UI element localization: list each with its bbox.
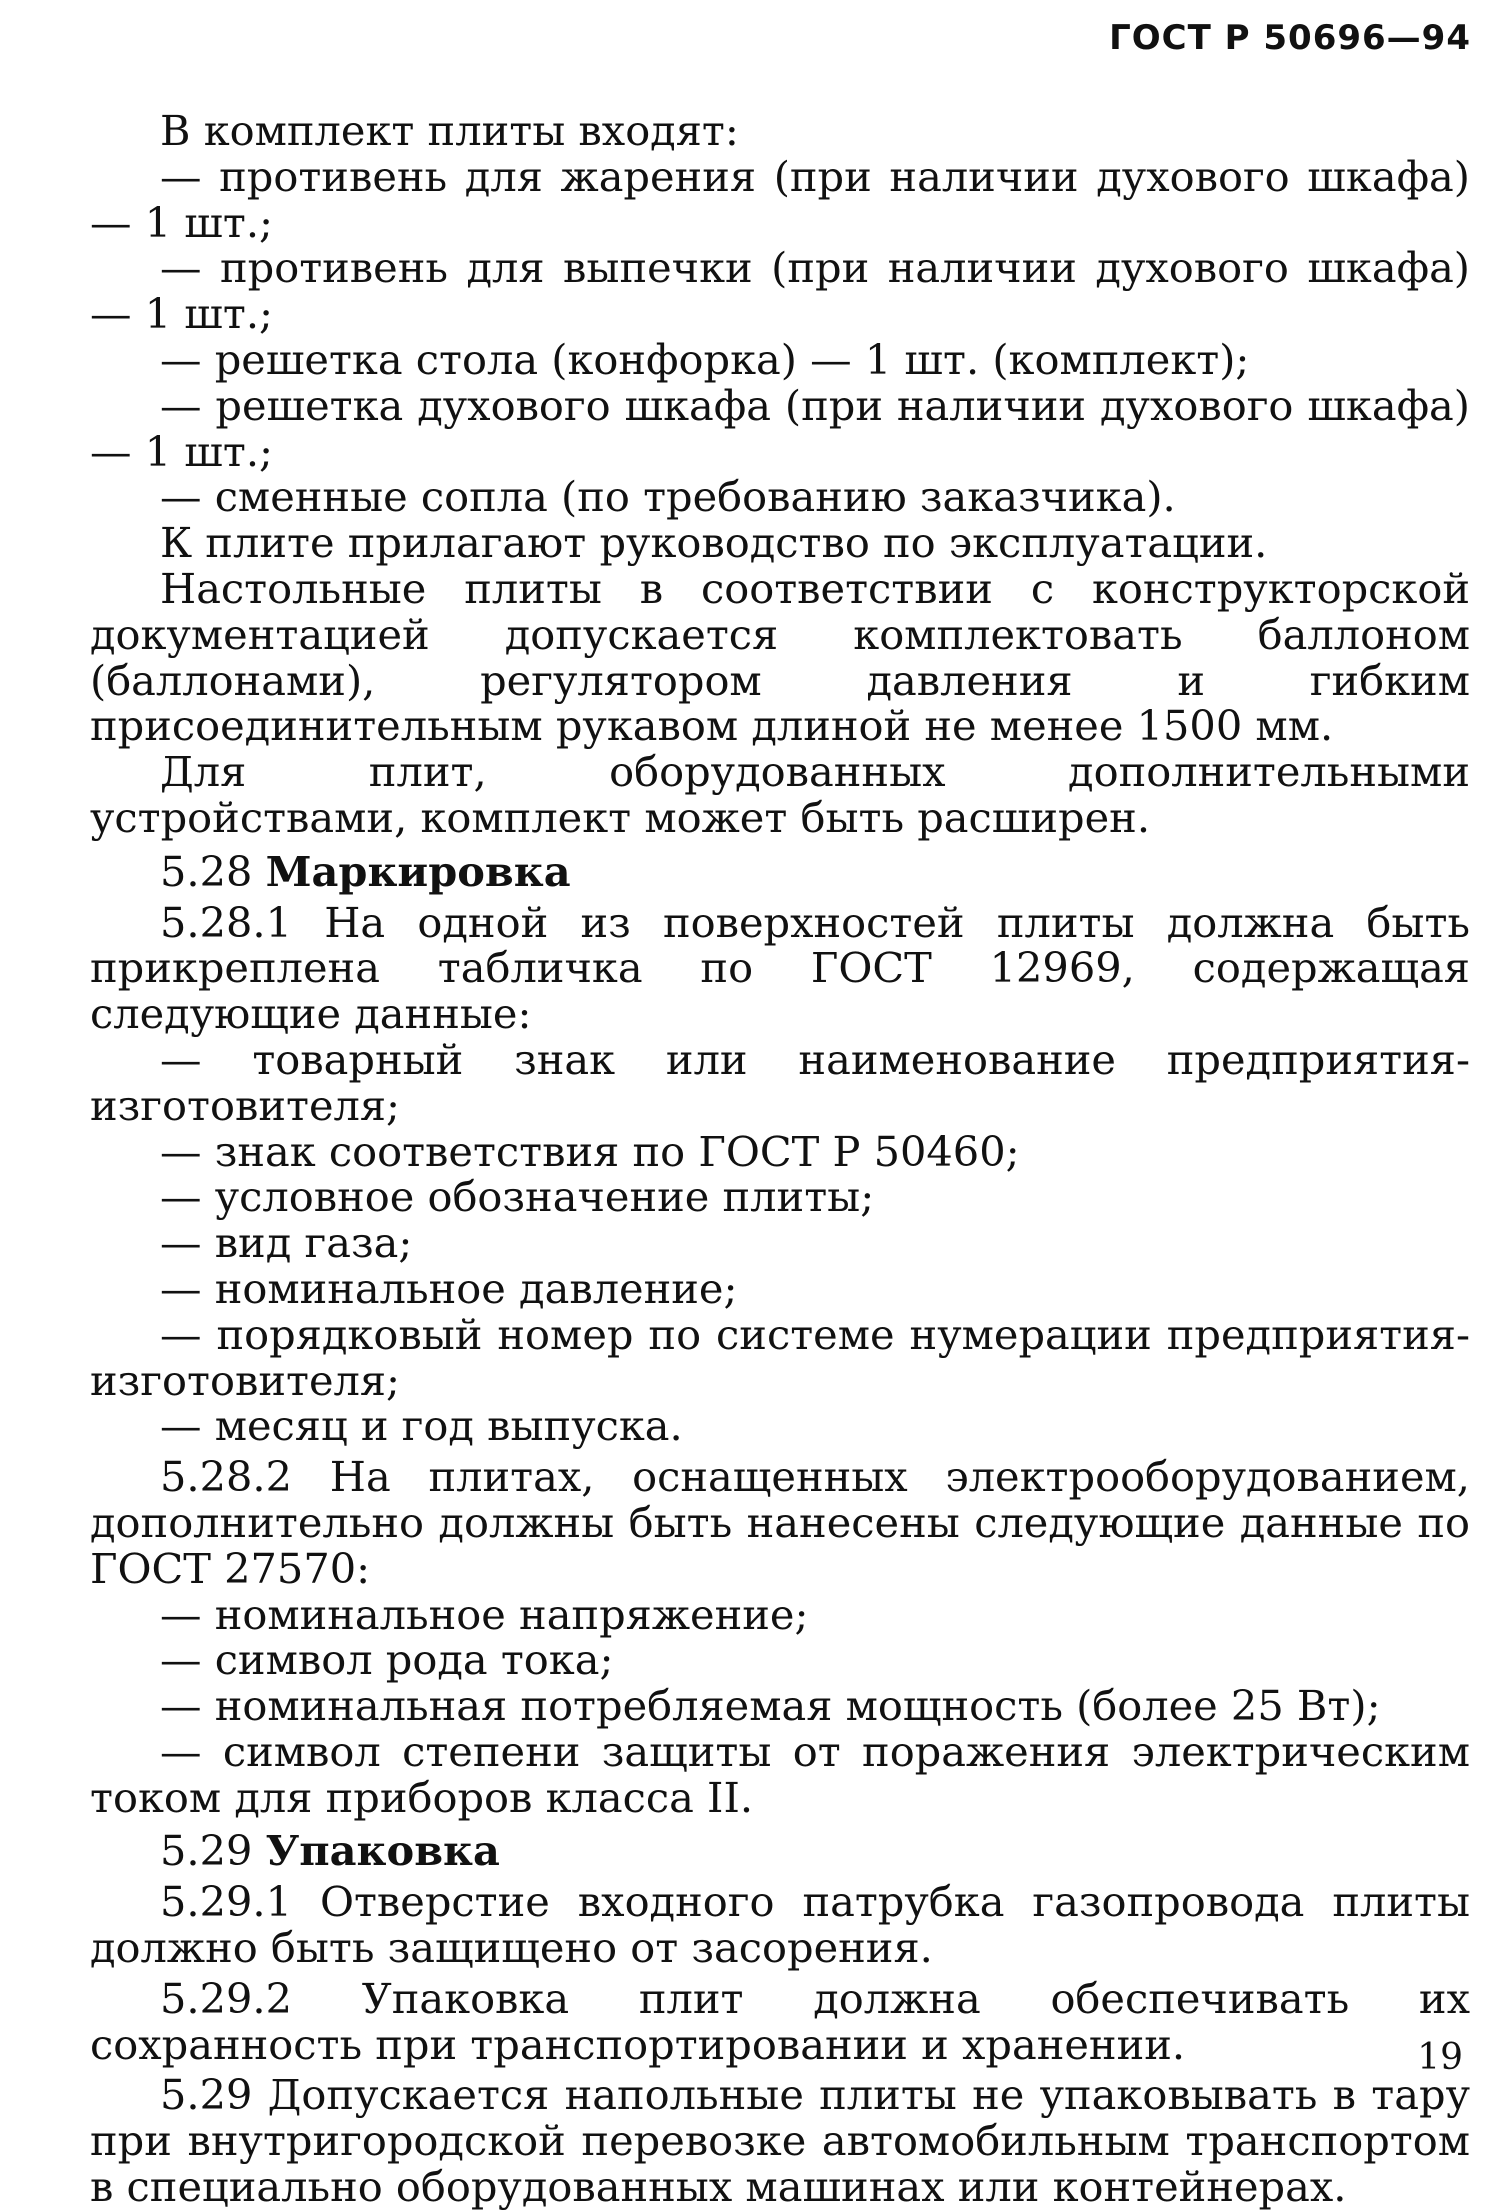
section-heading-marking bbox=[90, 846, 1470, 896]
tabletop-paragraph: Настольные плиты в соответствии с конструкторской документацией допускается комплектовать баллоном (баллонами), регулятором давления и гибким присоединительным рукавом длиной не менее 1500 мм. bbox=[90, 563, 1470, 751]
kit-item-oven-grate: — решетка духового шкафа (при наличии духового шкафа) — 1 шт.; bbox=[90, 380, 1470, 476]
manual-paragraph: К плите прилагают руководство по эксплуатации. bbox=[160, 518, 1268, 568]
document-header: ГОСТ Р 50696—94 bbox=[1109, 18, 1471, 58]
document-body bbox=[90, 108, 1470, 2210]
kit-item-baking-tray: — противень для выпечки (при наличии духового шкафа) — 1 шт.; bbox=[90, 243, 1470, 339]
extended-kit-paragraph: Для плит, оборудованных дополнительными устройствами, комплект может быть расширен. bbox=[90, 747, 1470, 842]
marking-item: — товарный знак или наименование предприятия-изготовителя; bbox=[90, 1034, 1470, 1130]
marking-item: — знак соответствия по ГОСТ Р 50460; bbox=[160, 1126, 1020, 1176]
kit-item-hob-grate: — решетка стола (конфорка) — 1 шт. (комплект); bbox=[160, 334, 1250, 384]
electrical-item: — номинальное напряжение; bbox=[160, 1589, 809, 1639]
section-number: 5.29 bbox=[160, 1826, 253, 1876]
kit-item-nozzles: — сменные сопла (по требованию заказчика). bbox=[160, 472, 1176, 522]
marking-item: — условное обозначение плиты; bbox=[160, 1172, 875, 1222]
packing-paragraph: 5.29.1 Отверстие входного патрубка газопровода плиты должно быть защищено от засорения. bbox=[90, 1877, 1470, 1973]
kit-item-roasting-tray: — противень для жарения (при наличии духового шкафа) — 1 шт.; bbox=[90, 151, 1470, 247]
electrical-item: — номинальная потребляемая мощность (более 25 Вт); bbox=[160, 1681, 1381, 1731]
section-title: Упаковка bbox=[265, 1826, 500, 1876]
marking-item: — номинальное давление; bbox=[160, 1263, 738, 1313]
marking-item: — вид газа; bbox=[160, 1218, 413, 1268]
kit-intro: В комплект плиты входят: bbox=[160, 106, 739, 155]
marking-paragraph-2: 5.28.2 На плитах, оснащенных электрооборудованием, дополнительно должны быть нанесены следующие данные по ГОСТ 27570: bbox=[90, 1452, 1470, 1593]
marking-item: — месяц и год выпуска. bbox=[160, 1401, 683, 1451]
packing-paragraph: 5.29 Допускается напольные плиты не упаковывать в тару при внутригородской перевозке автомобильным транспортом в специально оборудованных машинах или контейнерах. bbox=[90, 2070, 1470, 2211]
marking-item: — порядковый номер по системе нумерации предприятия-изготовителя; bbox=[90, 1309, 1470, 1405]
section-title: Маркировка bbox=[265, 846, 571, 896]
marking-paragraph-1: 5.28.1 На одной из поверхностей плиты должна быть прикреплена табличка по ГОСТ 12969, содержащая следующие данные: bbox=[90, 897, 1470, 1039]
electrical-item: — символ степени защиты от поражения электрическим током для приборов класса II. bbox=[90, 1726, 1470, 1822]
page-number: 19 bbox=[1417, 2037, 1463, 2078]
packing-paragraph: 5.29.2 Упаковка плит должна обеспечивать их сохранность при транспортировании и хранении. bbox=[90, 1973, 1470, 2069]
section-number: 5.28 bbox=[160, 846, 253, 896]
electrical-item: — символ рода тока; bbox=[160, 1635, 614, 1685]
section-heading-packing bbox=[90, 1828, 1470, 1874]
